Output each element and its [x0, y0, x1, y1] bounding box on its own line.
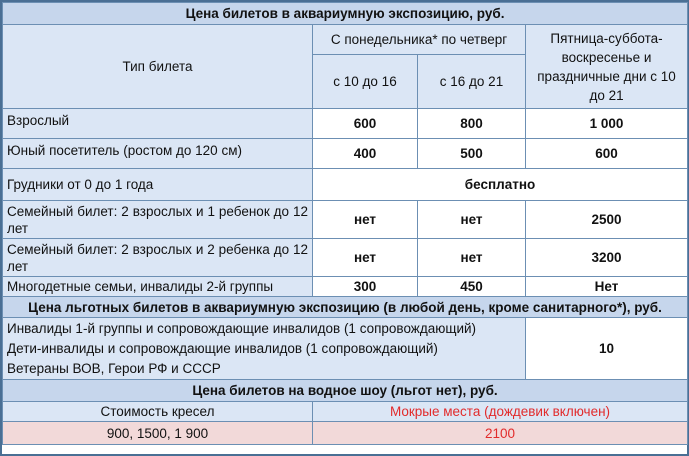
- discount-line: Дети-инвалиды и сопровождающие инвалидов (1 сопровождающий): [7, 340, 438, 356]
- wet-seats-header: Мокрые места (дождевик включен): [313, 402, 688, 422]
- price-cell: 450: [418, 277, 526, 297]
- price-cell: 2500: [526, 201, 688, 239]
- price-cell: нет: [418, 201, 526, 239]
- table-row: [3, 169, 688, 201]
- discount-price: 10: [526, 318, 688, 380]
- seats-header: Стоимость кресел: [3, 402, 313, 422]
- wet-seats-price: 2100: [313, 422, 688, 445]
- price-cell: 600: [313, 109, 418, 139]
- row-label: Грудники от 0 до 1 года: [3, 169, 313, 201]
- discount-title: Цена льготных билетов в аквариумную экспозицию (в любой день, кроме санитарного*), руб.: [3, 297, 688, 318]
- aquarium-title: Цена билетов в аквариумную экспозицию, руб.: [3, 3, 688, 25]
- seats-price: 900, 1500, 1 900: [3, 422, 313, 445]
- price-cell: нет: [313, 201, 418, 239]
- time-slot-2: с 16 до 21: [418, 55, 526, 109]
- show-title: Цена билетов на водное шоу (льгот нет), руб.: [3, 380, 688, 402]
- table-row: [3, 201, 688, 239]
- price-cell: 300: [313, 277, 418, 297]
- table-row: [3, 109, 688, 139]
- time-slot-1: с 10 до 16: [313, 55, 418, 109]
- row-label: Взрослый: [3, 109, 313, 139]
- free-cell: бесплатно: [313, 169, 688, 201]
- row-label: Многодетные семьи, инвалиды 2-й группы: [3, 277, 313, 297]
- discount-categories: [3, 318, 526, 380]
- price-cell: 400: [313, 139, 418, 169]
- discount-line: Ветераны ВОВ, Герои РФ и СССР: [7, 360, 221, 376]
- weekend-header: Пятница-суббота-воскресенье и праздничные дни с 10 до 21: [526, 25, 688, 109]
- ticket-type-header: Тип билета: [3, 25, 313, 109]
- table-row: [3, 277, 688, 297]
- price-cell: 1 000: [526, 109, 688, 139]
- row-label: Семейный билет: 2 взрослых и 2 ребенка до 12 лет: [3, 239, 313, 277]
- price-cell: 600: [526, 139, 688, 169]
- price-cell: 500: [418, 139, 526, 169]
- row-label: Семейный билет: 2 взрослых и 1 ребенок до 12 лет: [3, 201, 313, 239]
- table-row: [3, 139, 688, 169]
- price-cell: нет: [418, 239, 526, 277]
- price-cell: нет: [313, 239, 418, 277]
- row-label: Юный посетитель (ростом до 120 см): [3, 139, 313, 169]
- price-table: [2, 2, 688, 445]
- price-cell: 3200: [526, 239, 688, 277]
- price-cell: Нет: [526, 277, 688, 297]
- table-row: [3, 239, 688, 277]
- discount-line: Инвалиды 1-й группы и сопровождающие инвалидов (1 сопровождающий): [7, 320, 477, 336]
- price-cell: 800: [418, 109, 526, 139]
- weekday-header: С понедельника* по четверг: [313, 25, 526, 55]
